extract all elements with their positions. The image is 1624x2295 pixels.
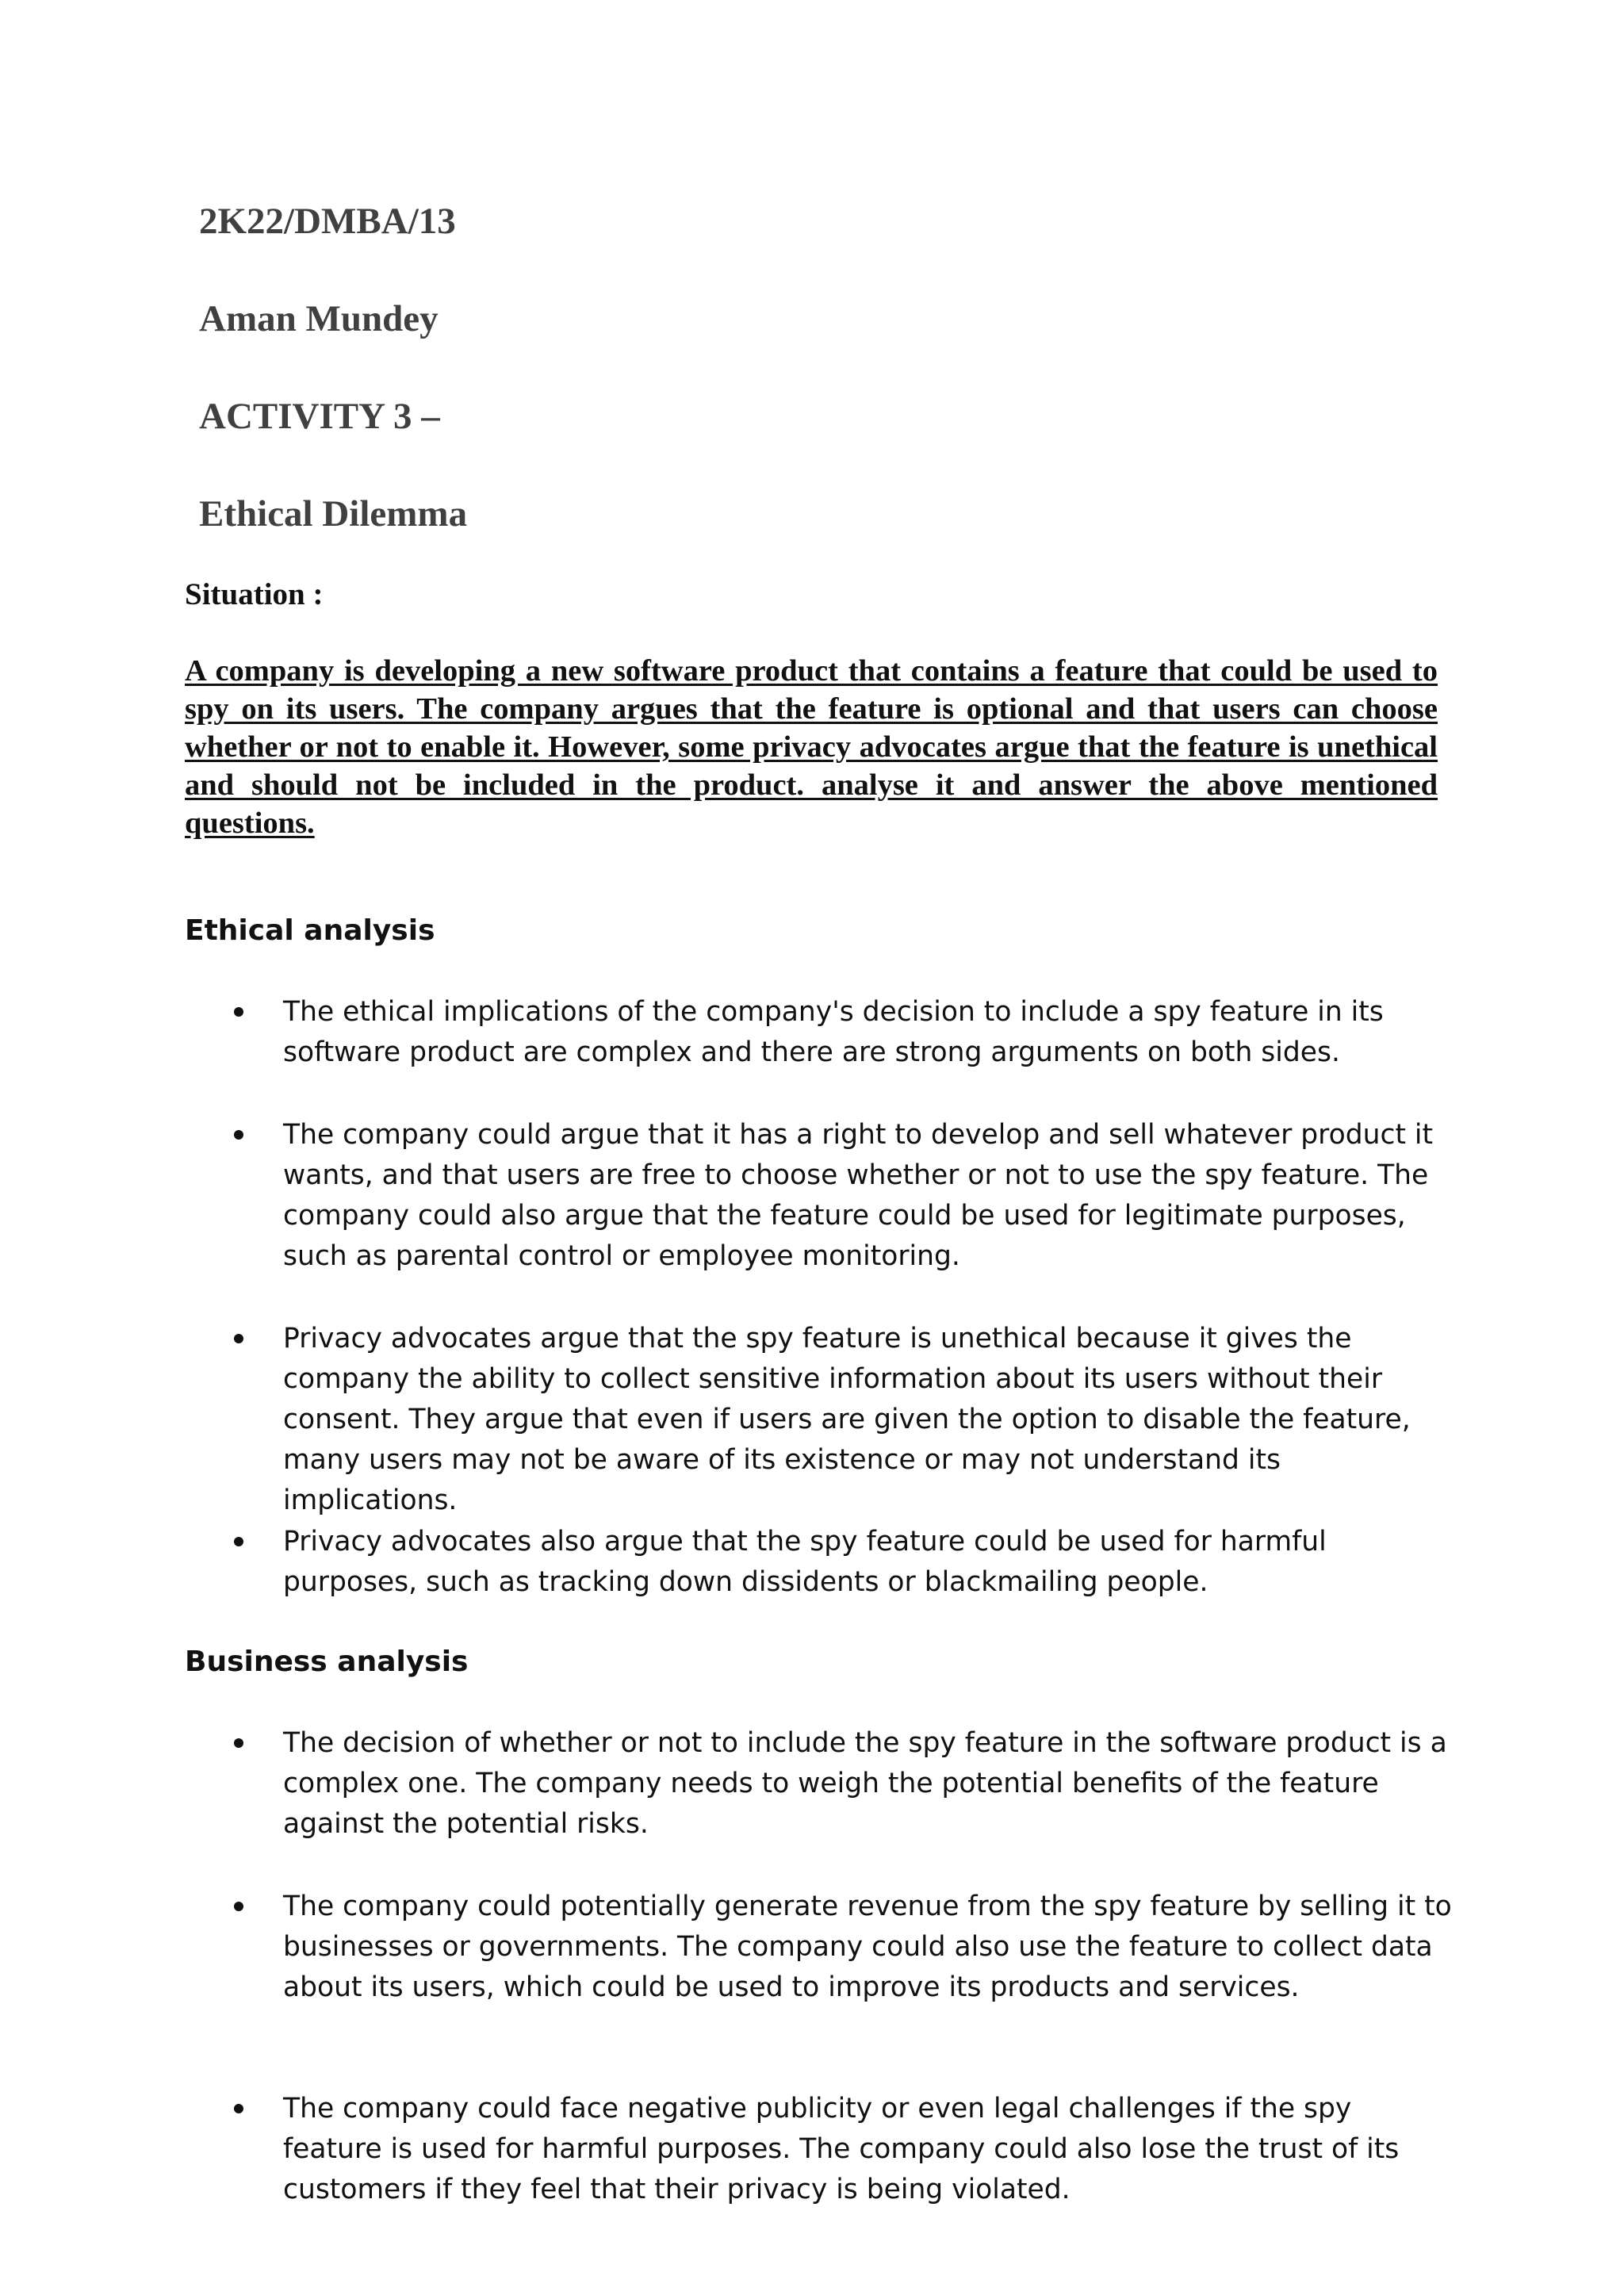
- ethical-point: The ethical implications of the company's decision to include a spy feature in its software product are complex and there are strong arguments on both sides.: [283, 992, 1457, 1073]
- business-analysis-heading: Business analysis: [185, 1646, 469, 1678]
- ethical-point: Privacy advocates argue that the spy feature is unethical because it gives the company the ability to collect sensitive information about its users without their consent. They argue that even if users are given the option to disable the feature, many users may not be aware of its existence or may not understand its implications.: [283, 1319, 1457, 1521]
- topic-title: Ethical Dilemma: [199, 493, 468, 534]
- roll-number: 2K22/DMBA/13: [199, 201, 456, 242]
- ethical-point: Privacy advocates also argue that the spy feature could be used for harmful purposes, such as tracking down dissidents or blackmailing people.: [283, 1522, 1457, 1603]
- activity-title: ACTIVITY 3 –: [199, 396, 440, 437]
- ethical-point: The company could argue that it has a right to develop and sell whatever product it wants, and that users are free to choose whether or not to use the spy feature. The company could also argue that the feature could be used for legitimate purposes, such as parental control or employee monitoring.: [283, 1115, 1457, 1277]
- business-point: The company could face negative publicity or even legal challenges if the spy feature is used for harmful purposes. The company could also lose the trust of its customers if they feel that their privacy is being violated.: [283, 2089, 1457, 2210]
- situation-label: Situation :: [185, 577, 324, 611]
- business-point: The company could potentially generate revenue from the spy feature by selling it to businesses or governments. The company could also use the feature to collect data about its users, which could be used to improve its products and services.: [283, 1887, 1457, 2008]
- business-point: The decision of whether or not to include the spy feature in the software product is a complex one. The company needs to weigh the potential benefits of the feature against the potential risks.: [283, 1723, 1457, 1845]
- ethical-analysis-heading: Ethical analysis: [185, 914, 435, 947]
- student-name: Aman Mundey: [199, 298, 439, 339]
- situation-text: A company is developing a new software product that contains a feature that could be used to spy on its users. The company argues that the feature is optional and that users can choose whether or not to enable it. However, some privacy advocates argue that the feature is unethical and should not be included in the product. analyse it and answer the above mentioned questions.: [185, 654, 1438, 840]
